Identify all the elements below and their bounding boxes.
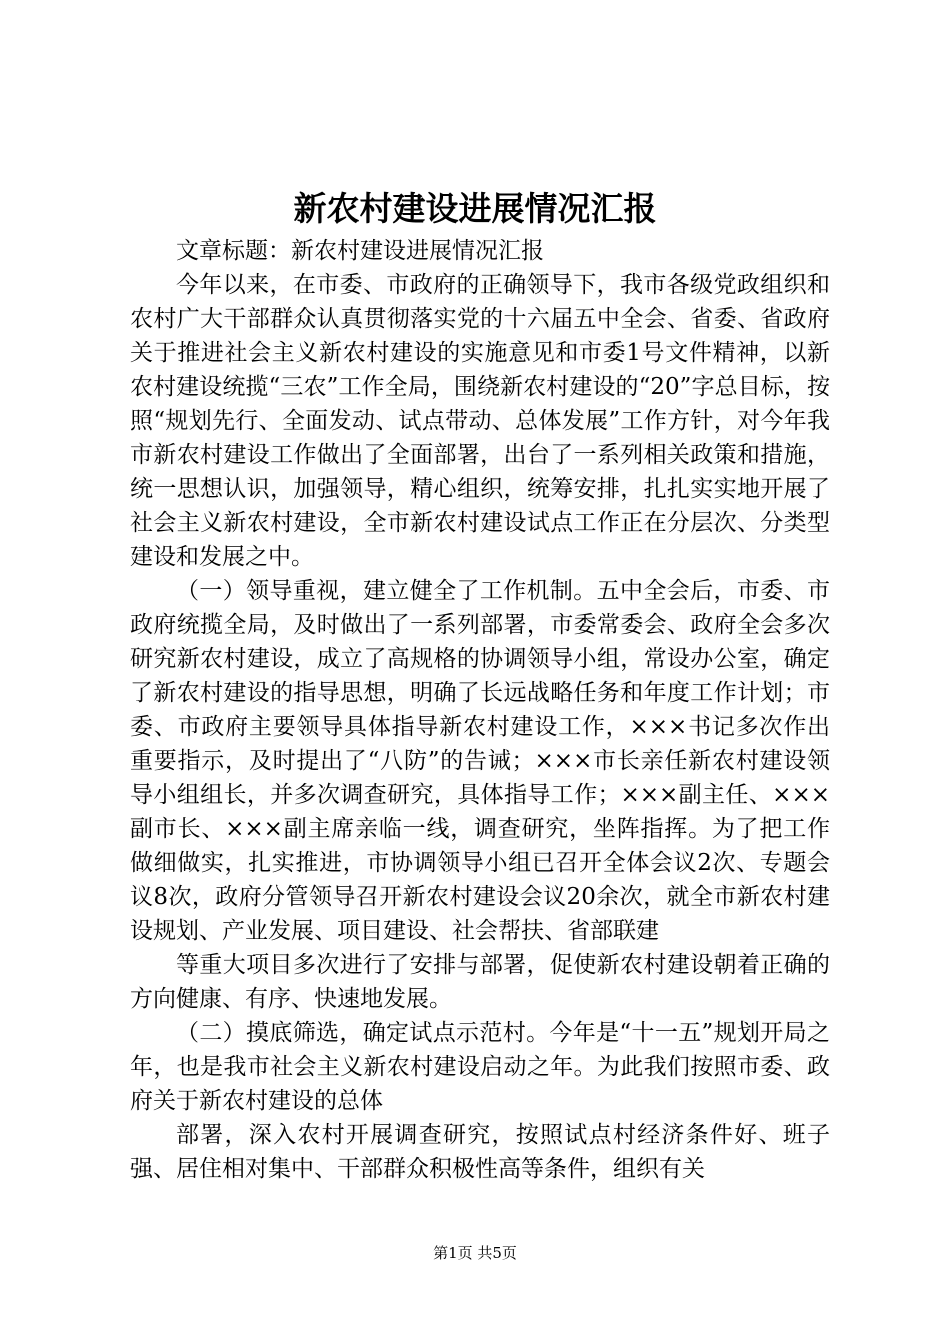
document-title: 新农村建设进展情况汇报 bbox=[293, 189, 657, 228]
document-body bbox=[130, 234, 830, 1186]
article-title-line: 文章标题：新农村建设进展情况汇报 bbox=[176, 238, 544, 264]
paragraph-intro: 今年以来，在市委、市政府的正确领导下，我市各级党政组织和农村广大干部群众认真贯彻落实党的十六届五中全会、省委、省政府关于推进社会主义新农村建设的实施意见和市委1号文件精神，以新农村建设统揽“三农”工作全局，围绕新农村建设的“20”字总目标，按照“规划先行、全面发动、试点带动、总体发展”工作方针，对今年我市新农村建设工作做出了全面部署，出台了一系列相关政策和措施，统一思想认识，加强领导，精心组织，统筹安排，扎扎实实地开展了社会主义新农村建设，全市新农村建设试点工作正在分层次、分类型建设和发展之中。 bbox=[130, 272, 830, 570]
page-footer: 第1页 共5页 bbox=[433, 1244, 517, 1262]
paragraph-section-1: （一）领导重视，建立健全了工作机制。五中全会后，市委、市政府统揽全局，及时做出了一系列部署，市委常委会、政府全会多次研究新农村建设，成立了高规格的协调领导小组，常设办公室，确定了新农村建设的指导思想，明确了长远战略任务和年度工作计划；市委、市政府主要领导具体指导新农村建设工作，×××书记多次作出重要指示，及时提出了“八防”的告诫；×××市长亲任新农村建设领导小组组长，并多次调查研究，具体指导工作；×××副主任、×××副市长、×××副主席亲临一线，调查研究，坐阵指挥。为了把工作做细做实，扎实推进，市协调领导小组已召开全体会议2次、专题会议8次，政府分管领导召开新农村建设会议20余次，就全市新农村建设规划、产业发展、项目建设、社会帮扶、省部联建 bbox=[130, 578, 830, 944]
paragraph-section-2: （二）摸底筛选，确定试点示范村。今年是“十一五”规划开局之年，也是我市社会主义新农村建设启动之年。为此我们按照市委、政府关于新农村建设的总体 bbox=[130, 1020, 830, 1114]
paragraph-section-1-continued: 等重大项目多次进行了安排与部署，促使新农村建设朝着正确的方向健康、有序、快速地发展。 bbox=[130, 952, 830, 1012]
paragraph-section-2-continued: 部署，深入农村开展调查研究，按照试点村经济条件好、班子强、居住相对集中、干部群众积极性高等条件，组织有关 bbox=[130, 1122, 830, 1182]
